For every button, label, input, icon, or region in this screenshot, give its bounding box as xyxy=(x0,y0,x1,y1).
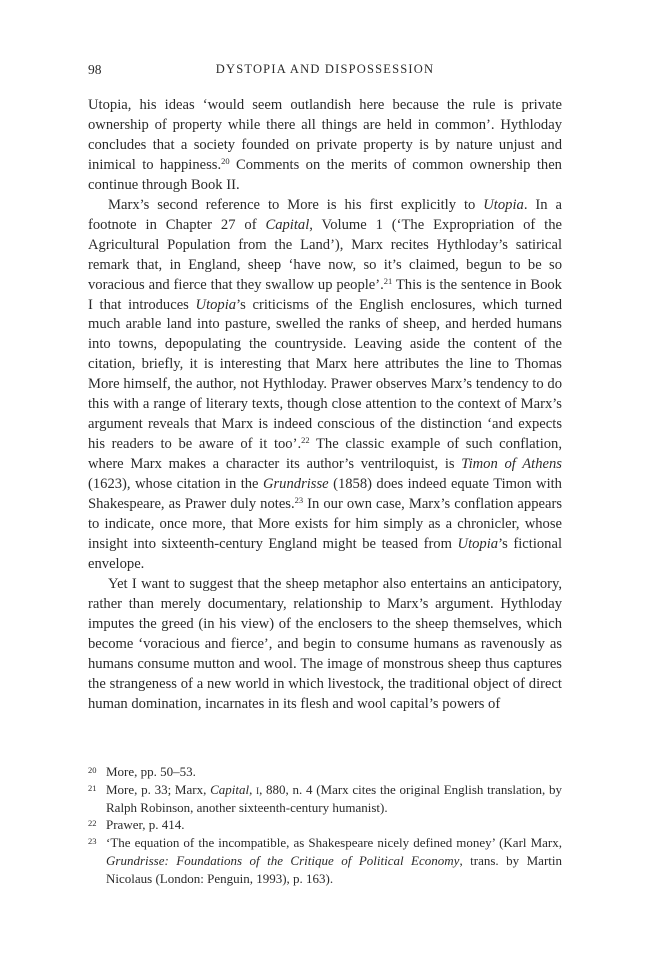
text-run: In our own case, Marx’s conflation appears to indicate, once more, that More exists for him simply as a chronicler, whose insight into sixteenth-century England might be teased from xyxy=(88,496,563,552)
paragraph xyxy=(88,575,562,715)
footnote-number: 22 xyxy=(88,818,97,829)
italic-text: Utopia xyxy=(457,535,499,552)
text-run: (1623), whose citation in the xyxy=(88,476,263,493)
footnotes xyxy=(88,763,562,888)
text-run: , trans. by Martin Nicolaus (London: Penguin, 1993), p. 163). xyxy=(106,852,563,886)
page-number: 98 xyxy=(88,62,102,77)
text-run: ‘The equation of the incompatible, as Shakespeare nicely defined money’ (Karl Marx, xyxy=(106,835,562,851)
text-run: The classic example of such conflation, where Marx makes a character its author’s ventriloquist, is xyxy=(88,436,563,473)
italic-text: Capital xyxy=(265,216,310,233)
footnote-number: 21 xyxy=(88,782,97,793)
running-head xyxy=(88,62,562,80)
footnote-reference: 21 xyxy=(383,275,393,286)
footnote xyxy=(88,834,562,887)
footnote-reference: 20 xyxy=(221,155,230,166)
text-run: More, p. 33; Marx, xyxy=(106,781,211,797)
text-run: , xyxy=(249,781,257,797)
italic-text: Grundrisse: Foundations of the Critique of Political Economy xyxy=(106,852,460,868)
small-caps-text: i xyxy=(256,781,260,797)
footnote xyxy=(88,816,562,834)
paragraph xyxy=(88,96,562,196)
text-run: Prawer, p. 414. xyxy=(106,817,185,833)
italic-text: Capital xyxy=(210,781,250,797)
running-title: DYSTOPIA AND DISPOSSESSION xyxy=(215,62,435,76)
text-run: Marx’s second reference to More is his first explicitly to xyxy=(108,196,484,213)
paragraph xyxy=(88,196,562,575)
footnote-number: 23 xyxy=(88,836,97,847)
italic-text: Utopia xyxy=(195,296,237,313)
text-run: , 880, n. 4 (Marx cites the original English translation, by Ralph Robinson, another sixteenth-century humanist). xyxy=(106,781,562,815)
italic-text: Utopia xyxy=(483,196,524,213)
text-run: Utopia, his ideas ‘would seem outlandish here because the rule is private ownership of property while there all things are held in common’. Hythloday concludes that a society founded on private property is by nature unjust and inimical to happiness. xyxy=(88,97,562,173)
footnote-reference: 22 xyxy=(301,435,310,446)
text-run: Yet I want to suggest that the sheep metaphor also entertains an anticipatory, rather than merely documentary, relationship to Marx’s argument. Hythloday imputes the greed (in his view) of the enclosers to the sheep themselves, which become ‘voracious and fierce’, and begin to consume humans as ravenously as humans consume mutton and wool. The image of monstrous sheep thus captures the strangeness of a new world in which livestock, the traditional object of direct human domination, incarnates in its flesh and wool capital’s powers of xyxy=(88,575,562,712)
text-run: , Volume 1 (‘The Expropriation of the Agricultural Population from the Land’), Marx recites Hythloday’s satirical remark that, in England, sheep ‘have now, so it’s claimed, begun to be so voracious and fierce that they swallow up people’. xyxy=(88,216,562,293)
footnote xyxy=(88,781,562,817)
text-run: More, pp. 50–53. xyxy=(106,764,196,779)
italic-text: Timon of Athens xyxy=(461,456,562,473)
text-run: Comments on the merits of common ownership then continue through Book II. xyxy=(88,156,562,193)
text-run: ’s fictional envelope. xyxy=(88,535,562,572)
text-run: This is the sentence in Book I that introduces xyxy=(88,276,562,313)
footnote xyxy=(88,763,562,781)
footnote-reference: 23 xyxy=(294,495,304,506)
body-text xyxy=(88,96,562,715)
italic-text: Grundrisse xyxy=(262,476,329,493)
footnote-number: 20 xyxy=(88,765,97,775)
text-run: (1858) does indeed equate Timon with Shakespeare, as Prawer duly notes. xyxy=(88,476,562,513)
text-run: . In a footnote in Chapter 27 of xyxy=(88,196,562,233)
text-run: ’s criticisms of the English enclosures, which turned much arable land into pasture, swelled the ranks of sheep, and herded humans into towns, depopulating the countryside. Leaving aside the content of the citation, briefly, it is interesting that Marx here attributes the line to Thomas More himself, the author, not Hythloday. Prawer observes Marx’s tendency to do this with a range of literary texts, though close attention to the context of Marx’s argument reveals that Marx is indeed conscious of the distinction ‘and expects his readers to be aware of it too’. xyxy=(88,296,562,453)
